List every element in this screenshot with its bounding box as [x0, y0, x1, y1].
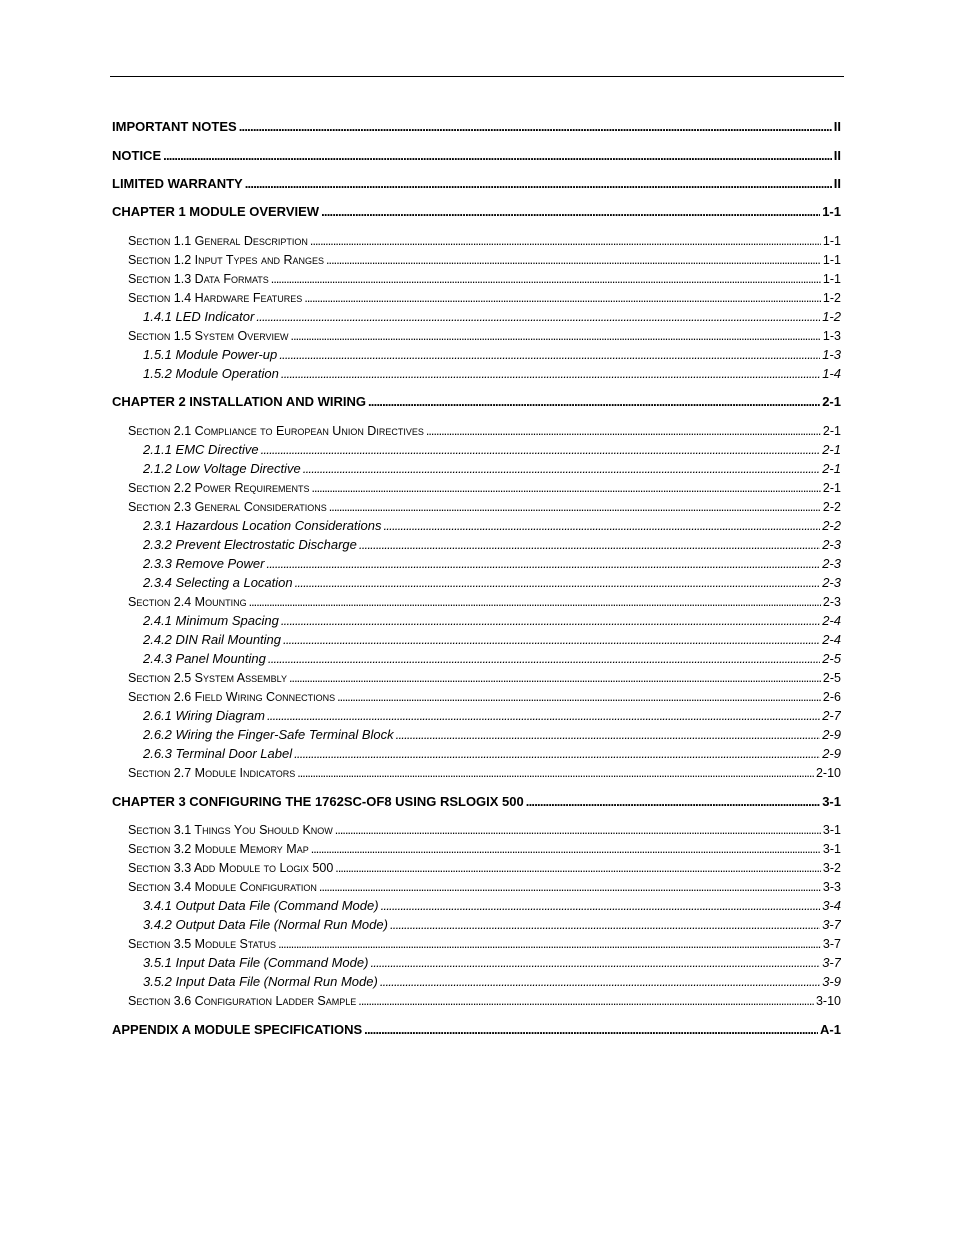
- toc-entry-page: A-1: [820, 1022, 841, 1037]
- toc-entry-title: 3.4.2 Output Data File (Normal Run Mode): [143, 917, 388, 932]
- toc-entry-section[interactable]: [128, 251, 841, 269]
- toc-entry-sub[interactable]: [143, 954, 841, 972]
- toc-entry-page: 1-1: [822, 234, 841, 248]
- toc-entry-title: 3.5.2 Input Data File (Normal Run Mode): [143, 974, 378, 989]
- toc-entry-section[interactable]: [128, 669, 841, 687]
- toc-entry-page: 2-3: [822, 537, 841, 552]
- toc-entry-title: 2.1.2 Low Voltage Directive: [143, 461, 301, 476]
- toc-entry-section[interactable]: [128, 688, 841, 706]
- toc-entry-page: 1-1: [822, 204, 841, 219]
- toc-entry-sub[interactable]: [143, 308, 841, 326]
- toc-entry-section[interactable]: [128, 821, 841, 839]
- dot-leader: [370, 954, 820, 972]
- toc-entry-section[interactable]: [128, 289, 841, 307]
- dot-leader: [359, 536, 820, 554]
- toc-entry-section[interactable]: [128, 232, 841, 250]
- toc-entry-page: 2-3: [822, 575, 841, 590]
- dot-leader: [310, 232, 821, 250]
- toc-entry-page: 3-3: [822, 880, 841, 894]
- toc-entry-chapter[interactable]: [112, 203, 841, 221]
- toc-entry-sub[interactable]: [143, 916, 841, 934]
- toc-entry-page: 3-1: [822, 823, 841, 837]
- toc-entry-page: II: [833, 176, 841, 191]
- dot-leader: [358, 992, 814, 1010]
- toc-entry-title: 2.3.4 Selecting a Location: [143, 575, 293, 590]
- toc-entry-page: 3-1: [822, 794, 841, 809]
- dot-leader: [390, 916, 820, 934]
- dot-leader: [304, 289, 821, 307]
- dot-leader: [256, 308, 820, 326]
- dot-leader: [526, 793, 820, 811]
- dot-leader: [163, 147, 832, 165]
- toc-entry-title: 2.1.1 EMC Directive: [143, 442, 259, 457]
- toc-entry-section[interactable]: [128, 270, 841, 288]
- toc-entry-page: II: [833, 148, 841, 163]
- toc-entry-section[interactable]: [128, 992, 841, 1010]
- dot-leader: [335, 821, 821, 839]
- dot-leader: [267, 707, 820, 725]
- dot-leader: [281, 612, 820, 630]
- dot-leader: [368, 393, 820, 411]
- toc-entry-page: 2-5: [822, 651, 841, 666]
- toc-entry-page: 1-3: [822, 329, 841, 343]
- toc-entry-chapter[interactable]: [112, 793, 841, 811]
- toc-entry-section[interactable]: [128, 327, 841, 345]
- toc-entry-title: IMPORTANT NOTES: [112, 119, 237, 134]
- dot-leader: [364, 1021, 818, 1039]
- toc-entry-title: Section 3.3 Add Module to Logix 500: [128, 861, 334, 875]
- toc-entry-title: 2.3.3 Remove Power: [143, 556, 265, 571]
- toc-entry-sub[interactable]: [143, 346, 841, 364]
- toc-entry-page: 2-7: [822, 708, 841, 723]
- toc-entry-sub[interactable]: [143, 745, 841, 763]
- toc-entry-page: 2-6: [822, 690, 841, 704]
- dot-leader: [283, 631, 820, 649]
- toc-entry-title: Section 3.5 Module Status: [128, 937, 277, 951]
- dot-leader: [426, 422, 821, 440]
- toc-entry-section[interactable]: [128, 498, 841, 516]
- dot-leader: [261, 441, 821, 459]
- toc-entry-title: 1.5.1 Module Power-up: [143, 347, 278, 362]
- toc-entry-page: 2-1: [822, 424, 841, 438]
- dot-leader: [294, 745, 820, 763]
- toc-entry-title: NOTICE: [112, 148, 162, 163]
- dot-leader: [335, 859, 821, 877]
- dot-leader: [311, 840, 821, 858]
- dot-leader: [249, 593, 821, 611]
- toc-entry-title: 2.4.1 Minimum Spacing: [143, 613, 279, 628]
- toc-entry-title: Section 2.2 Power Requirements: [128, 481, 310, 495]
- toc-entry-page: 3-2: [822, 861, 841, 875]
- dot-leader: [329, 498, 821, 516]
- toc-entry-sub[interactable]: [143, 460, 841, 478]
- toc-entry-section[interactable]: [128, 935, 841, 953]
- toc-entry-page: 3-7: [822, 937, 841, 951]
- toc-entry-section[interactable]: [128, 859, 841, 877]
- toc-entry-page: 2-2: [822, 500, 841, 514]
- toc-entry-page: 2-1: [822, 461, 841, 476]
- toc-entry-title: Section 3.6 Configuration Ladder Sample: [128, 994, 357, 1008]
- dot-leader: [279, 346, 820, 364]
- toc-entry-chapter[interactable]: [112, 147, 841, 165]
- toc-entry-title: 2.6.1 Wiring Diagram: [143, 708, 265, 723]
- toc-entry-page: 2-9: [822, 727, 841, 742]
- dot-leader: [297, 764, 814, 782]
- toc-entry-title: Section 1.4 Hardware Features: [128, 291, 303, 305]
- toc-entry-page: 2-9: [822, 746, 841, 761]
- toc-entry-page: 2-1: [822, 481, 841, 495]
- toc-entry-page: 3-4: [822, 898, 841, 913]
- dot-leader: [396, 726, 821, 744]
- toc-entry-section[interactable]: [128, 764, 841, 782]
- dot-leader: [278, 935, 821, 953]
- toc-entry-page: 1-2: [822, 291, 841, 305]
- toc-entry-sub[interactable]: [143, 650, 841, 668]
- dot-leader: [268, 650, 820, 668]
- toc-entry-chapter[interactable]: [112, 175, 841, 193]
- toc-entry-page: 3-1: [822, 842, 841, 856]
- toc-entry-title: 2.4.3 Panel Mounting: [143, 651, 266, 666]
- toc-entry-title: Section 1.3 Data Formats: [128, 272, 269, 286]
- toc-entry-sub[interactable]: [143, 707, 841, 725]
- dot-leader: [319, 878, 821, 896]
- toc-entry-page: II: [833, 119, 841, 134]
- toc-entry-section[interactable]: [128, 479, 841, 497]
- toc-entry-page: 2-4: [822, 632, 841, 647]
- toc-entry-page: 1-4: [822, 366, 841, 381]
- toc-entry-title: 2.3.2 Prevent Electrostatic Discharge: [143, 537, 357, 552]
- toc-entry-page: 3-9: [822, 974, 841, 989]
- toc-entry-title: 2.6.2 Wiring the Finger-Safe Terminal Block: [143, 727, 394, 742]
- toc-entry-sub[interactable]: [143, 365, 841, 383]
- toc-entry-title: CHAPTER 1 MODULE OVERVIEW: [112, 204, 320, 219]
- toc-entry-title: 2.3.1 Hazardous Location Considerations: [143, 518, 382, 533]
- toc-entry-sub[interactable]: [143, 517, 841, 535]
- dot-leader: [291, 327, 821, 345]
- toc-entry-title: Section 3.4 Module Configuration: [128, 880, 317, 894]
- toc-entry-sub[interactable]: [143, 536, 841, 554]
- toc-entry-page: 1-1: [822, 272, 841, 286]
- dot-leader: [239, 118, 832, 136]
- toc-entry-title: 1.4.1 LED Indicator: [143, 309, 255, 324]
- toc-entry-chapter[interactable]: [112, 1021, 841, 1039]
- toc-entry-sub[interactable]: [143, 555, 841, 573]
- dot-leader: [266, 555, 820, 573]
- dot-leader: [380, 973, 820, 991]
- dot-leader: [326, 251, 821, 269]
- toc-entry-sub[interactable]: [143, 973, 841, 991]
- dot-leader: [295, 574, 821, 592]
- dot-leader: [289, 669, 821, 687]
- toc-entry-title: APPENDIX A MODULE SPECIFICATIONS: [112, 1022, 363, 1037]
- toc-entry-page: 2-5: [822, 671, 841, 685]
- toc-entry-chapter[interactable]: [112, 118, 841, 136]
- toc-entry-title: LIMITED WARRANTY: [112, 176, 243, 191]
- toc-entry-page: 2-10: [815, 766, 841, 780]
- toc-entry-title: CHAPTER 2 INSTALLATION AND WIRING: [112, 394, 366, 409]
- dot-leader: [281, 365, 820, 383]
- toc-entry-sub[interactable]: [143, 897, 841, 915]
- toc-entry-page: 1-1: [822, 253, 841, 267]
- toc-entry-section[interactable]: [128, 593, 841, 611]
- dot-leader: [337, 688, 821, 706]
- toc-entry-title: Section 1.2 Input Types and Ranges: [128, 253, 325, 267]
- dot-leader: [381, 897, 821, 915]
- toc-entry-section[interactable]: [128, 840, 841, 858]
- toc-entry-title: Section 2.6 Field Wiring Connections: [128, 690, 336, 704]
- toc-entry-page: 1-2: [822, 309, 841, 324]
- toc-entry-title: Section 1.1 General Description: [128, 234, 308, 248]
- dot-leader: [383, 517, 820, 535]
- toc-entry-page: 3-7: [822, 955, 841, 970]
- toc-entry-sub[interactable]: [143, 726, 841, 744]
- toc-entry-title: Section 3.2 Module Memory Map: [128, 842, 309, 856]
- toc-entry-chapter[interactable]: [112, 393, 841, 411]
- toc-entry-page: 3-10: [815, 994, 841, 1008]
- toc-entry-sub[interactable]: [143, 612, 841, 630]
- toc-entry-page: 2-1: [822, 442, 841, 457]
- toc-entry-title: 2.4.2 DIN Rail Mounting: [143, 632, 282, 647]
- toc-entry-page: 1-3: [822, 347, 841, 362]
- toc-entry-title: Section 2.4 Mounting: [128, 595, 247, 609]
- toc-entry-page: 2-3: [822, 556, 841, 571]
- toc-entry-title: Section 1.5 System Overview: [128, 329, 289, 343]
- toc-entry-sub[interactable]: [143, 574, 841, 592]
- dot-leader: [303, 460, 820, 478]
- toc-entry-title: Section 3.1 Things You Should Know: [128, 823, 333, 837]
- toc-entry-title: 1.5.2 Module Operation: [143, 366, 279, 381]
- toc-entry-title: Section 2.3 General Considerations: [128, 500, 327, 514]
- toc-entry-title: 3.5.1 Input Data File (Command Mode): [143, 955, 369, 970]
- dot-leader: [245, 175, 832, 193]
- toc-entry-title: Section 2.5 System Assembly: [128, 671, 287, 685]
- toc-entry-section[interactable]: [128, 878, 841, 896]
- toc-entry-page: 2-3: [822, 595, 841, 609]
- toc-entry-page: 2-4: [822, 613, 841, 628]
- toc-entry-sub[interactable]: [143, 441, 841, 459]
- dot-leader: [271, 270, 821, 288]
- dot-leader: [321, 203, 820, 221]
- toc-entry-title: 2.6.3 Terminal Door Label: [143, 746, 293, 761]
- toc-entry-page: 2-2: [822, 518, 841, 533]
- toc-entry-section[interactable]: [128, 422, 841, 440]
- toc-entry-page: 2-1: [822, 394, 841, 409]
- toc-entry-title: Section 2.1 Compliance to European Union Directives: [128, 424, 424, 438]
- toc-entry-title: CHAPTER 3 CONFIGURING THE 1762SC-OF8 USING RSLOGIX 500: [112, 794, 524, 809]
- toc-entry-page: 3-7: [822, 917, 841, 932]
- toc-entry-title: 3.4.1 Output Data File (Command Mode): [143, 898, 379, 913]
- toc-entry-sub[interactable]: [143, 631, 841, 649]
- toc-entry-title: Section 2.7 Module Indicators: [128, 766, 296, 780]
- dot-leader: [312, 479, 821, 497]
